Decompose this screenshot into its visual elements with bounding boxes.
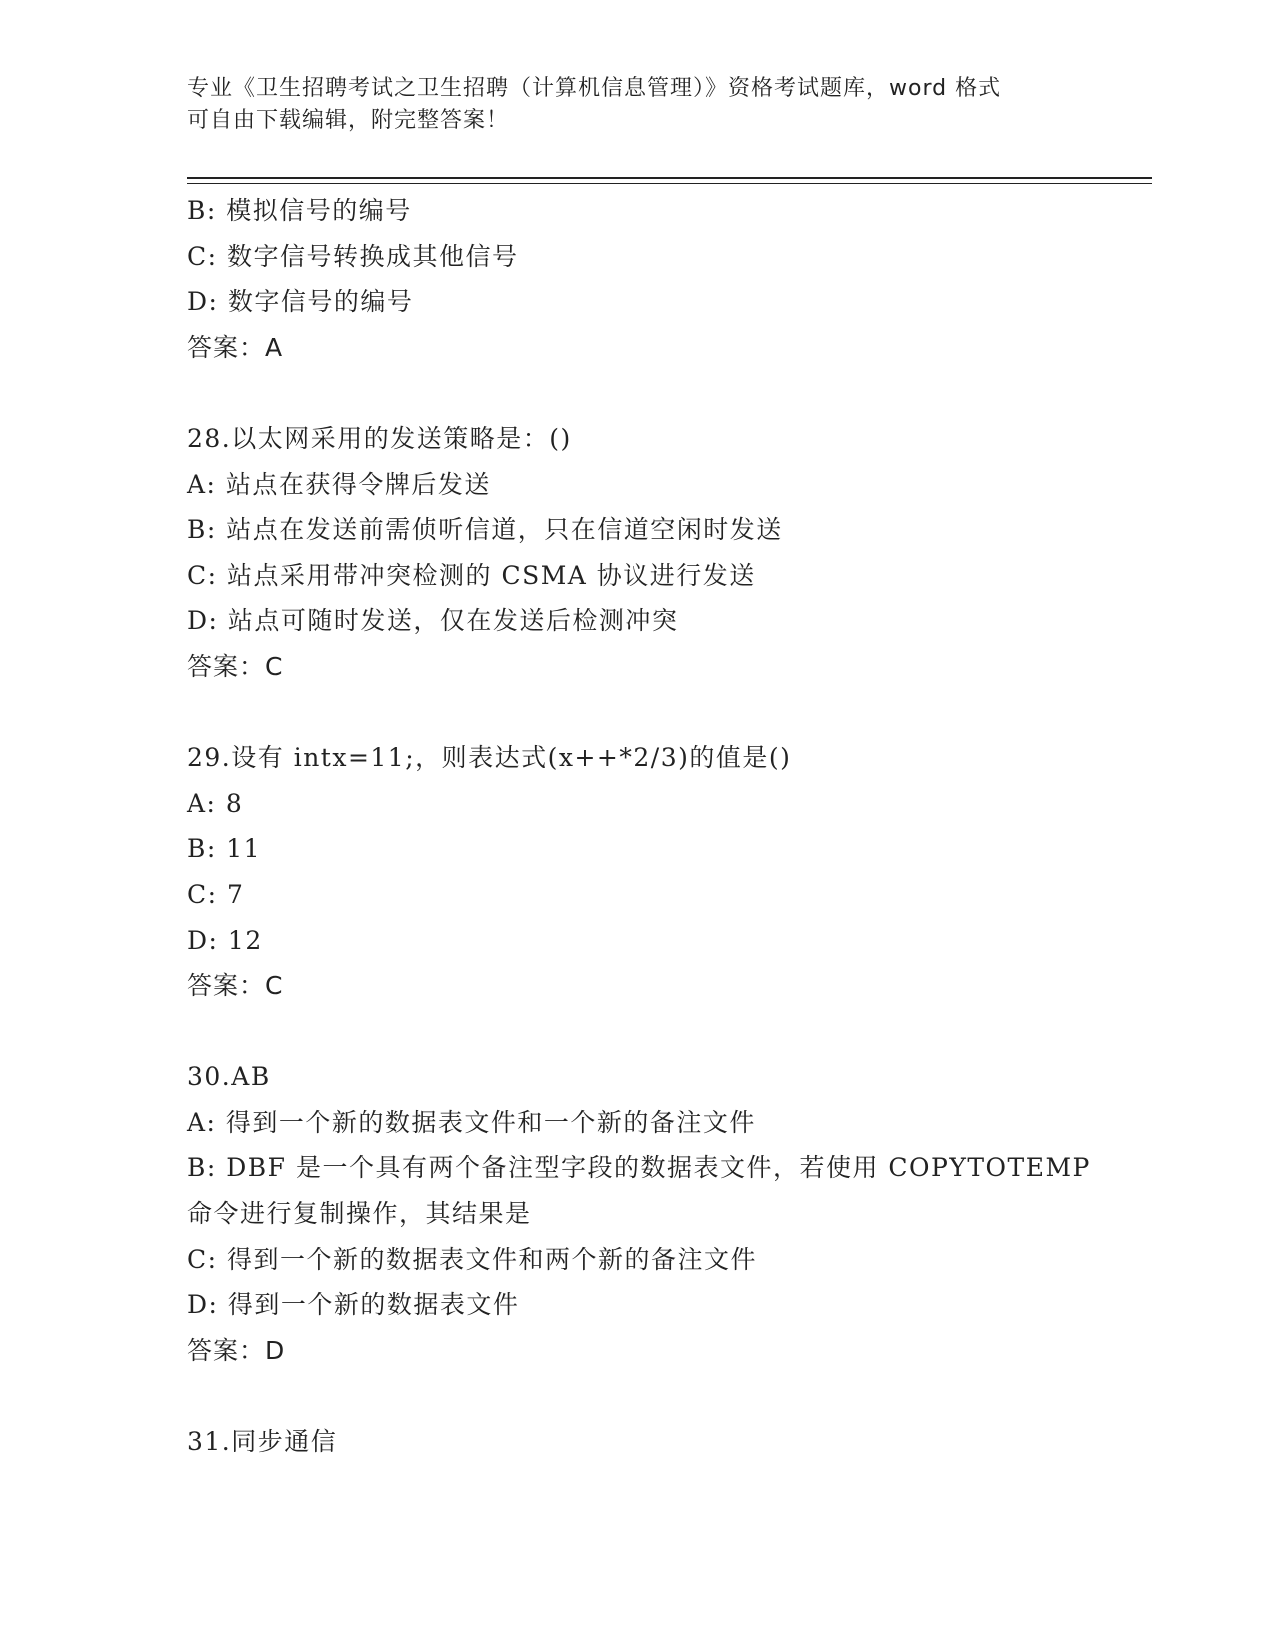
spacer <box>187 370 1147 416</box>
answer-line: 答案：C <box>187 971 284 1001</box>
option-b: B: DBF 是一个具有两个备注型字段的数据表文件，若使用 COPYTOTEMP <box>187 1153 1091 1183</box>
option-c: C: 站点采用带冲突检测的 CSMA 协议进行发送 <box>187 560 756 590</box>
option-b: B: 11 <box>187 834 262 864</box>
question-text: 30.AB <box>187 1062 271 1092</box>
option-b: B: 模拟信号的编号 <box>187 196 412 225</box>
question-block-30 <box>187 1054 1147 1373</box>
option-c: C: 7 <box>187 879 245 909</box>
header-line-2: 可自由下载编辑，附完整答案！ <box>187 108 510 133</box>
question-block-27 <box>187 188 1147 370</box>
option-a: A: 8 <box>187 788 244 818</box>
question-block-28 <box>187 416 1147 690</box>
spacer <box>187 1009 1147 1055</box>
spacer <box>187 690 1147 736</box>
option-d: D: 12 <box>187 925 263 955</box>
option-d: D: 站点可随时发送，仅在发送后检测冲突 <box>187 606 679 636</box>
question-list <box>187 188 1147 1465</box>
answer-line: 答案：D <box>187 1335 286 1365</box>
option-d: D: 数字信号的编号 <box>187 287 414 317</box>
question-block-31 <box>187 1419 1147 1465</box>
header-divider-thin <box>187 183 1152 184</box>
answer-line: 答案：A <box>187 332 284 362</box>
question-text: 28.以太网采用的发送策略是：() <box>187 423 572 453</box>
answer-line: 答案：C <box>187 651 284 681</box>
spacer <box>187 1373 1147 1419</box>
question-text: 31.同步通信 <box>187 1427 338 1457</box>
document-header <box>187 73 1087 137</box>
option-c: C: 数字信号转换成其他信号 <box>187 241 519 271</box>
option-b: B: 站点在发送前需侦听信道，只在信道空闲时发送 <box>187 515 783 545</box>
header-divider-thick <box>187 177 1152 179</box>
option-b-continuation: 命令进行复制操作，其结果是 <box>187 1199 532 1229</box>
option-d: D: 得到一个新的数据表文件 <box>187 1290 520 1320</box>
question-block-29 <box>187 735 1147 1009</box>
option-a: A: 得到一个新的数据表文件和一个新的备注文件 <box>187 1107 756 1137</box>
header-line-1: 专业《卫生招聘考试之卫生招聘（计算机信息管理）》资格考试题库，word 格式 <box>187 76 1002 101</box>
option-c: C: 得到一个新的数据表文件和两个新的备注文件 <box>187 1244 757 1274</box>
question-text: 29.设有 intx=11;，则表达式(x++*2/3)的值是() <box>187 743 792 773</box>
option-a: A: 站点在获得令牌后发送 <box>187 469 491 499</box>
